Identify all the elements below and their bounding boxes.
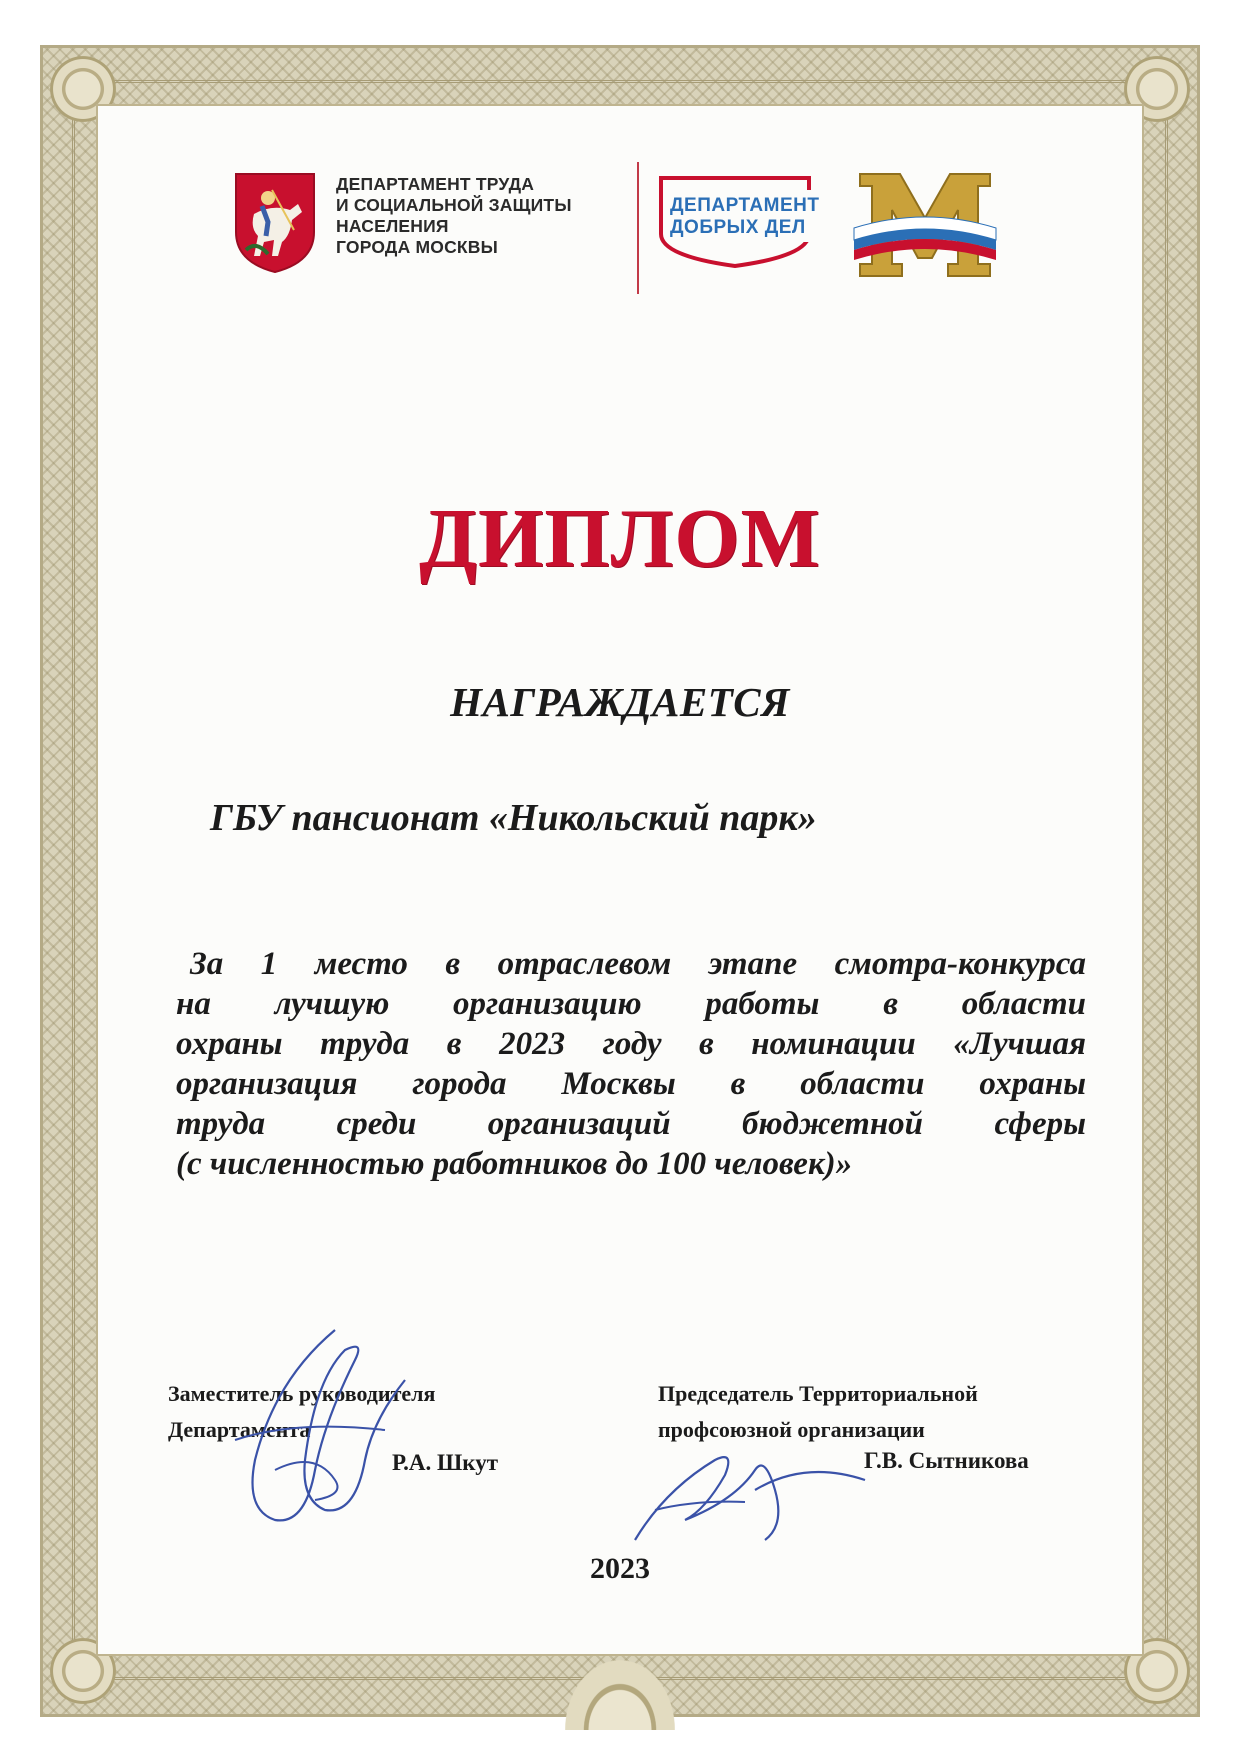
left-handwritten-signature <box>215 1320 425 1540</box>
good-deeds-logo-line: ДОБРЫХ ДЕЛ <box>670 217 806 238</box>
right-signatory-name: Г.В. Сытникова <box>864 1448 1029 1473</box>
department-title-line: И СОЦИАЛЬНОЙ ЗАЩИТЫ <box>336 195 572 215</box>
award-reason-line: на лучшую организацию работы в области <box>176 986 1086 1022</box>
good-deeds-logo-text <box>670 195 850 239</box>
left-signatory-title-line: Департамента <box>168 1417 311 1442</box>
award-reason-line: (с численностью работников до 100 человек)» <box>176 1146 853 1182</box>
department-title <box>336 174 636 258</box>
header-divider <box>637 162 639 294</box>
award-reason-line: труда среди организаций бюджетной сферы <box>176 1106 1086 1142</box>
department-title-line: ГОРОДА МОСКВЫ <box>336 237 498 257</box>
department-title-line: НАСЕЛЕНИЯ <box>336 216 449 236</box>
moscow-coat-of-arms-icon <box>232 170 318 274</box>
awarded-label: НАГРАЖДАЕТСЯ <box>450 679 790 725</box>
trade-union-m-logo-icon <box>852 166 998 284</box>
right-signatory-title-line: Председатель Территориальной <box>658 1381 978 1406</box>
award-reason <box>176 944 1086 1184</box>
left-signatory-name: Р.А. Шкут <box>392 1450 499 1475</box>
good-deeds-logo-line: ДЕПАРТАМЕНТ <box>670 195 820 216</box>
right-signatory-title-line: профсоюзной организации <box>658 1417 925 1442</box>
left-signatory-title-line: Заместитель руководителя <box>168 1381 436 1406</box>
department-title-line: ДЕПАРТАМЕНТ ТРУДА <box>336 174 535 194</box>
award-reason-line: За 1 место в отраслевом этапе смотра-конкурса <box>190 946 1086 982</box>
award-reason-line: охраны труда в 2023 году в номинации «Лучшая <box>176 1026 1086 1062</box>
recipient-name: ГБУ пансионат «Никольский парк» <box>210 797 817 839</box>
right-handwritten-signature <box>625 1430 875 1560</box>
diploma-year: 2023 <box>590 1552 650 1585</box>
diploma-title: ДИПЛОМ <box>419 492 821 585</box>
award-reason-line: организация города Москвы в области охраны <box>176 1066 1086 1102</box>
